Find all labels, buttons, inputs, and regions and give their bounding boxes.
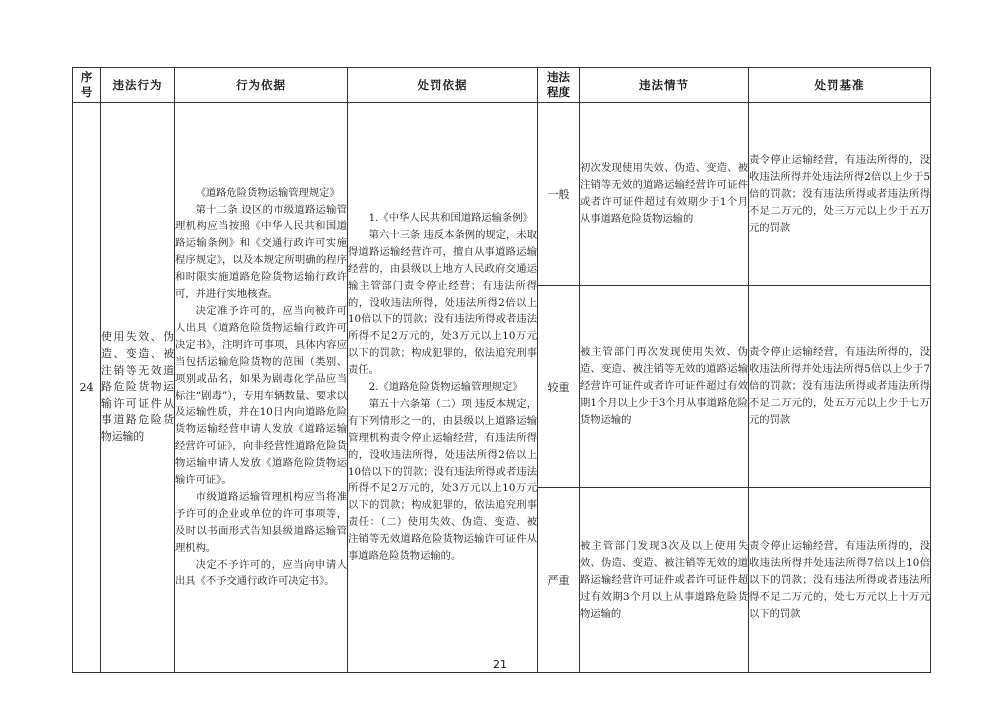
standard-serious: 责令停止运输经营，有违法所得的，没收违法所得并处违法所得5倍以上少于7倍的罚款；没有违法所得或者违法所得不足二万元的，处五万元以上少于七万元的罚款 [749, 286, 931, 488]
row-basis [175, 103, 348, 673]
basis-paragraph: 决定准予许可的，应当向被许可人出具《道路危险货物运输行政许可决定书》，注明许可事项，具体内容应当包括运输危险货物的范围（类别、项别或品名，如果为剧毒化学品应当标注“剧毒”），专用车辆数量、要求以及运输性质，并在10日内向道路危险货物运输经营申请人发放《道路运输经营许可证》，向非经营性道路危险货物运输申请人发放《道路危险货物运输许可证》。 [175, 304, 347, 487]
header-degree: 违法程度 [538, 68, 580, 103]
header-standard: 处罚基准 [749, 68, 931, 103]
header-act: 违法行为 [101, 68, 175, 103]
circumstance-serious: 被主管部门再次发现使用失效、伪造、变造、被注销等无效的道路运输经营许可证件或者许可证件超过有效期1个月以上少于3个月从事道路危险货物运输的 [580, 286, 749, 488]
basis-paragraph: 市级道路运输管理机构应当将准予许可的企业或单位的许可事项等，及时以书面形式告知县级道路运输管理机构。 [175, 490, 347, 554]
table-header-row [73, 68, 931, 103]
degree-severe: 严重 [538, 488, 580, 673]
penalty-paragraph: 第六十三条 违反本条例的规定，未取得道路运输经营许可，擅自从事道路运输经营的，由县级以上地方人民政府交通运输主管部门责令停止经营；有违法所得的，没收违法所得，处违法所得2倍以上10倍以下的罚款；没有违法所得或者违法所得不足2万元的，处3万元以上10万元以下的罚款；构成犯罪的，依法追究刑事责任。 [348, 228, 537, 377]
penalty-standard-table [72, 67, 931, 673]
header-basis: 行为依据 [175, 68, 348, 103]
basis-paragraph: 第十二条 设区的市级道路运输管理机构应当按照《中华人民共和国道路运输条例》和《交通行政许可实施程序规定》，以及本规定所明确的程序和时限实施道路危险货物运输行政许可，并进行实地核查。 [175, 203, 347, 301]
header-circumstance: 违法情节 [580, 68, 749, 103]
basis-paragraph: 决定不予许可的，应当向申请人出具《不予交通行政许可决定书》。 [175, 558, 347, 588]
row-act: 使用失效、伪造、变造、被注销等无效道路危险货物运输许可证件从事道路危险货物运输的 [101, 103, 175, 673]
circumstance-severe: 被主管部门发现3次及以上使用失效、伪造、变造、被注销等无效的道路运输经营许可证件或者许可证件超过有效期3个月以上从事道路危险货物运输的 [580, 488, 749, 673]
penalty-paragraph: 2.《道路危险货物运输管理规定》 [368, 381, 523, 394]
row-penalty-basis [348, 103, 538, 673]
standard-general: 责令停止运输经营，有违法所得的，没收违法所得并处违法所得2倍以上少于5倍的罚款；没有违法所得或者违法所得不足二万元的，处三万元以上少于五万元的罚款 [749, 103, 931, 286]
row-seq: 24 [73, 103, 101, 673]
circumstance-general: 初次发现使用失效、伪造、变造、被注销等无效的道路运输经营许可证件或者许可证件超过有效期少于1个月从事道路危险货物运输的 [580, 103, 749, 286]
degree-serious: 较重 [538, 286, 580, 488]
table-row [73, 103, 931, 286]
degree-general: 一般 [538, 103, 580, 286]
penalty-paragraph: 1.《中华人民共和国道路运输条例》 [368, 211, 533, 224]
page-number: 21 [493, 658, 507, 671]
basis-paragraph: 《道路危险货物运输管理规定》 [195, 186, 340, 199]
header-seq: 序号 [73, 68, 101, 103]
standard-severe: 责令停止运输经营，有违法所得的，没收违法所得并处违法所得7倍以上10倍以下的罚款；没有违法所得或者违法所得不足二万元的，处七万元以上十万元以下的罚款 [749, 488, 931, 673]
penalty-paragraph: 第五十六条第（二）项 违反本规定，有下列情形之一的，由县级以上道路运输管理机构责令停止运输经营，有违法所得的，没收违法所得，处违法所得2倍以上10倍以下的罚款；没有违法所得或者违法所得不足2万元的，处3万元以上10万元以下的罚款；构成犯罪的，依法追究刑事责任：（二）使用失效、伪造、变造、被注销等无效道路危险货物运输许可证件从事道路危险货物运输的。 [348, 397, 537, 563]
header-penalty-basis: 处罚依据 [348, 68, 538, 103]
